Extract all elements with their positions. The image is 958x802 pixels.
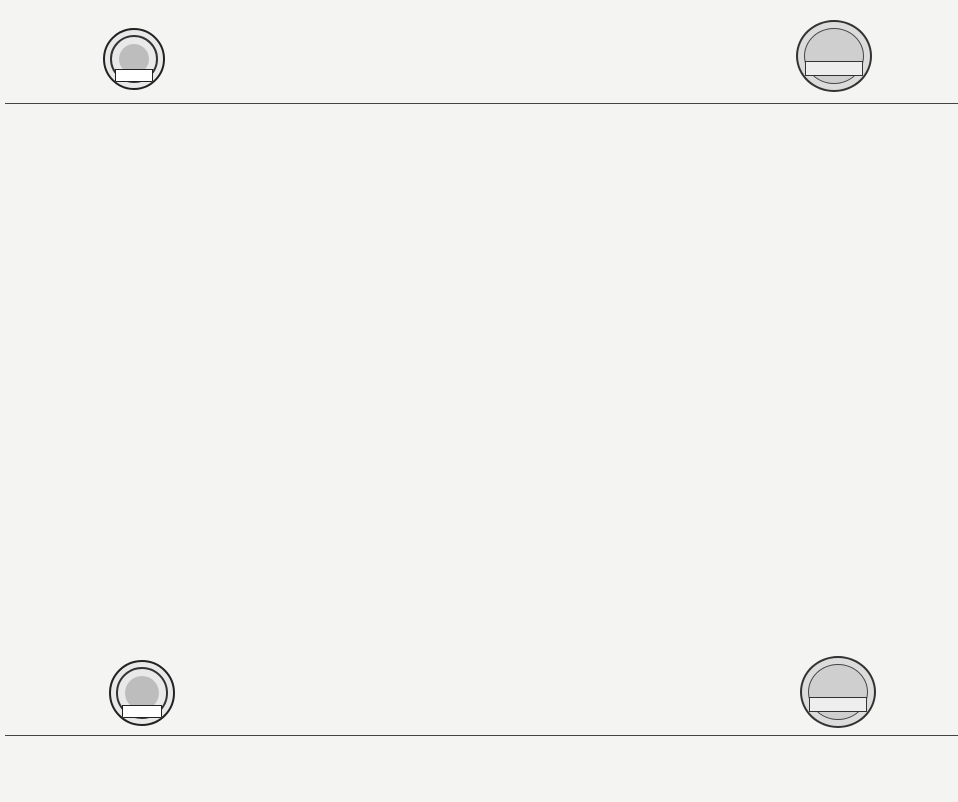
right-school-seal-page2 bbox=[800, 656, 876, 728]
left-institution-seal bbox=[103, 28, 165, 90]
header-divider bbox=[5, 103, 958, 104]
left-institution-seal-page2 bbox=[109, 660, 175, 726]
page-break bbox=[0, 604, 958, 654]
header2-divider bbox=[5, 735, 958, 736]
right-school-seal bbox=[796, 20, 872, 92]
